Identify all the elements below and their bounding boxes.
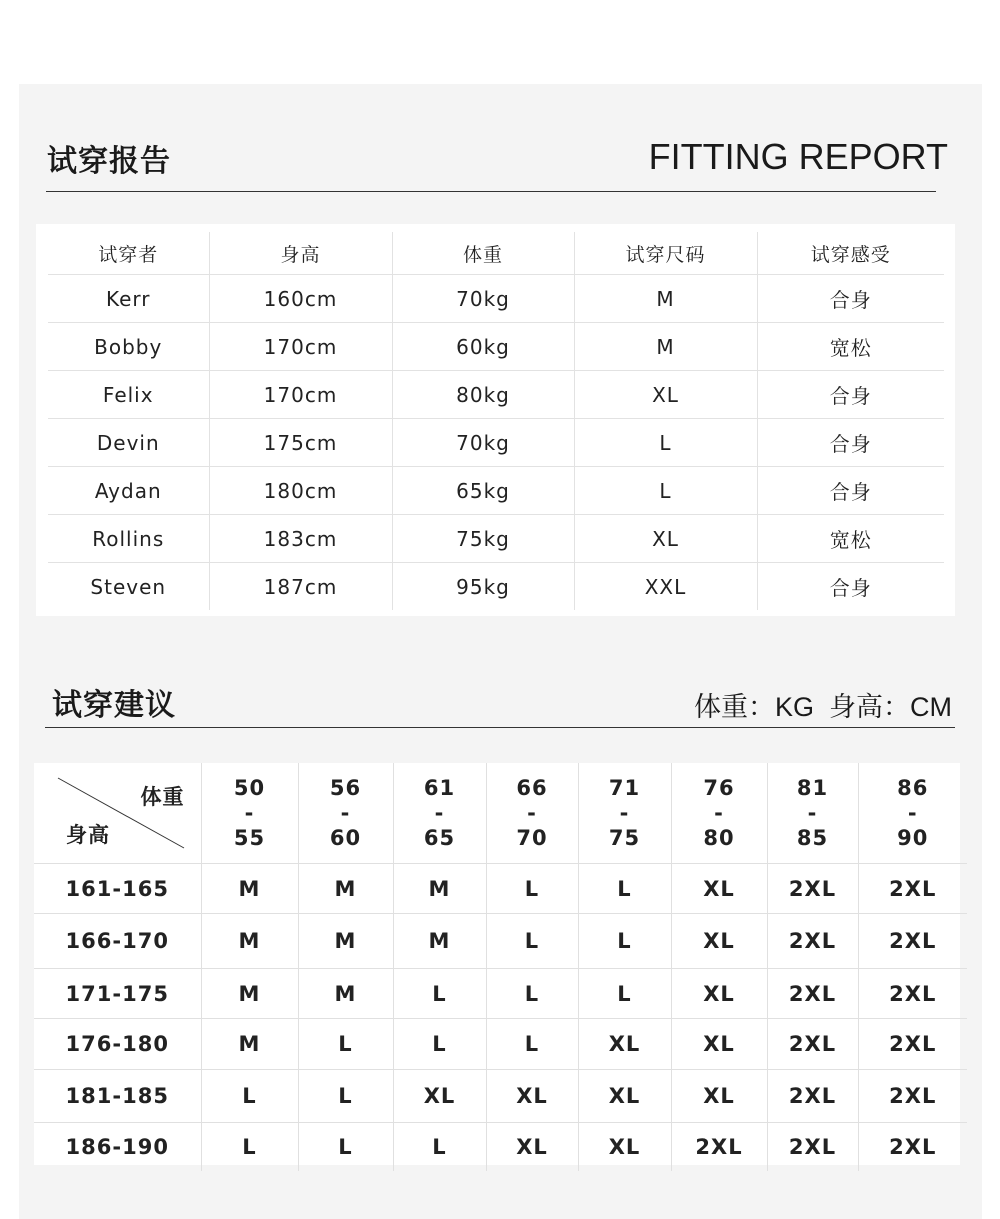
weight-range-part: 56: [329, 775, 362, 800]
report-cell: 170cm: [209, 371, 392, 419]
size-cell: 2XL: [858, 1019, 967, 1070]
weight-range-part: 60: [329, 825, 362, 850]
report-cell: XL: [574, 515, 757, 563]
report-cell: 60kg: [392, 323, 574, 371]
height-range-cell: 181-185: [34, 1070, 201, 1123]
size-cell: 2XL: [767, 1019, 858, 1070]
weight-range-part: 85: [796, 825, 829, 850]
report-row: [48, 323, 944, 371]
report-cell: Felix: [48, 371, 209, 419]
weight-range-part: 80: [703, 825, 735, 850]
report-cell: M: [574, 275, 757, 323]
size-cell: L: [393, 1019, 486, 1070]
report-cell: 75kg: [392, 515, 574, 563]
corner-height-label: 身高: [66, 823, 110, 847]
size-cell: XL: [671, 1070, 767, 1123]
size-cell: L: [298, 1019, 393, 1070]
size-cell: L: [486, 864, 578, 914]
report-cell: 70kg: [392, 419, 574, 467]
size-cell: XL: [671, 864, 767, 914]
size-cell: L: [578, 864, 671, 914]
suggestion-title-cn: 试穿建议: [52, 688, 176, 723]
weight-range-header: [671, 763, 767, 864]
weight-range-part: -: [244, 800, 255, 825]
height-range-cell: 161-165: [34, 864, 201, 914]
report-cell: 180cm: [209, 467, 392, 515]
size-cell: XL: [671, 969, 767, 1019]
size-cell: XL: [671, 1019, 767, 1070]
size-row: [34, 1123, 967, 1172]
size-cell: 2XL: [767, 1070, 858, 1123]
fitting-report-card: [36, 224, 955, 616]
report-row: [48, 515, 944, 563]
height-range-cell: 171-175: [34, 969, 201, 1019]
size-cell: L: [201, 1123, 298, 1172]
size-row: [34, 1019, 967, 1070]
report-cell: 187cm: [209, 563, 392, 611]
report-title-en: FITTING REPORT: [648, 136, 948, 177]
report-cell: Steven: [90, 574, 167, 599]
size-cell: L: [393, 1123, 486, 1172]
corner-cell: [34, 763, 201, 864]
weight-header-row: [34, 763, 967, 864]
size-cell: L: [298, 1123, 393, 1172]
size-cell: L: [201, 1070, 298, 1123]
report-cell: XL: [574, 371, 757, 419]
size-cell: L: [393, 969, 486, 1019]
size-cell: M: [201, 969, 298, 1019]
size-cell: M: [298, 864, 393, 914]
report-header-cell: 体重: [392, 232, 574, 275]
report-header-cell: 试穿感受: [757, 232, 944, 275]
weight-range-part: 76: [703, 775, 735, 800]
report-header-cell: 试穿者: [48, 232, 209, 275]
report-cell: 合身: [757, 371, 944, 419]
height-range-cell: 186-190: [65, 1135, 169, 1159]
report-cell: Devin: [48, 419, 209, 467]
weight-range-header: [393, 763, 486, 864]
report-cell: M: [574, 323, 757, 371]
size-cell: M: [298, 969, 393, 1019]
height-range-cell: 176-180: [34, 1019, 201, 1070]
weight-range-part: -: [340, 800, 351, 825]
weight-range-header: [767, 763, 858, 864]
weight-range-part: 75: [608, 825, 641, 850]
suggestion-title-divider: [45, 727, 955, 728]
weight-range-part: 90: [897, 825, 929, 850]
weight-range-part: 50: [233, 775, 266, 800]
weight-range-part: -: [619, 800, 630, 825]
weight-range-header: [201, 763, 298, 864]
report-cell: 170cm: [209, 323, 392, 371]
weight-range-part: 65: [423, 825, 456, 850]
report-cell: 合身: [757, 275, 944, 323]
size-cell: 2XL: [767, 914, 858, 969]
size-cell: XL: [578, 1019, 671, 1070]
size-suggestion-table: [34, 763, 967, 1171]
size-row: [34, 864, 967, 914]
report-row: [48, 563, 944, 611]
height-range-cell: 166-170: [34, 914, 201, 969]
size-cell: L: [486, 969, 578, 1019]
size-cell: L: [578, 969, 671, 1019]
report-cell: Kerr: [48, 275, 209, 323]
size-cell: 2XL: [858, 1070, 967, 1123]
size-cell: M: [393, 914, 486, 969]
report-cell: 160cm: [209, 275, 392, 323]
size-cell: 2XL: [858, 969, 967, 1019]
weight-range-part: 86: [897, 775, 929, 800]
weight-range-header: [858, 763, 967, 864]
report-title-divider: [46, 191, 936, 192]
report-cell: L: [574, 467, 757, 515]
report-row: [48, 371, 944, 419]
size-cell: 2XL: [858, 1123, 967, 1172]
report-header-cell: 试穿尺码: [574, 232, 757, 275]
report-cell: 80kg: [392, 371, 574, 419]
report-cell: 宽松: [757, 323, 944, 371]
weight-range-part: 66: [516, 775, 548, 800]
weight-range-header: [486, 763, 578, 864]
report-cell: 合身: [757, 467, 944, 515]
weight-range-part: -: [714, 800, 724, 825]
report-cell: 宽松: [757, 515, 944, 563]
weight-range-part: 55: [233, 825, 266, 850]
weight-range-part: 70: [516, 825, 548, 850]
size-cell: 2XL: [767, 1123, 858, 1172]
weight-range-part: 61: [423, 775, 456, 800]
size-cell: M: [201, 864, 298, 914]
report-cell: Rollins: [48, 515, 209, 563]
size-row: [34, 969, 967, 1019]
size-cell: 2XL: [858, 864, 967, 914]
size-cell: 2XL: [671, 1123, 767, 1172]
size-cell: 2XL: [858, 914, 967, 969]
weight-range-part: -: [807, 800, 818, 825]
size-cell: XL: [578, 1070, 671, 1123]
report-cell: XXL: [574, 563, 757, 611]
report-cell: 175cm: [209, 419, 392, 467]
diagonal-divider-icon: [34, 763, 201, 863]
size-cell: XL: [486, 1123, 578, 1172]
report-title-cn: 试穿报告: [47, 144, 171, 179]
size-cell: XL: [486, 1070, 578, 1123]
report-cell: 70kg: [392, 275, 574, 323]
report-cell: 183cm: [209, 515, 392, 563]
size-cell: L: [486, 914, 578, 969]
size-cell: M: [298, 914, 393, 969]
report-row: [48, 467, 944, 515]
weight-range-part: 71: [608, 775, 641, 800]
size-cell: M: [201, 914, 298, 969]
size-cell: L: [486, 1019, 578, 1070]
report-cell: Aydan: [48, 467, 209, 515]
report-cell: 65kg: [392, 467, 574, 515]
size-row: [34, 1070, 967, 1123]
suggestion-units: 体重：KG 身高：CM: [693, 692, 952, 722]
size-row: [34, 914, 967, 969]
size-cell: 2XL: [767, 864, 858, 914]
weight-range-part: 81: [796, 775, 829, 800]
report-cell: 合身: [757, 563, 944, 611]
weight-range-header: [298, 763, 393, 864]
size-cell: XL: [671, 914, 767, 969]
size-cell: M: [201, 1019, 298, 1070]
size-cell: XL: [393, 1070, 486, 1123]
weight-range-part: -: [527, 800, 537, 825]
weight-range-header: [578, 763, 671, 864]
size-cell: 2XL: [767, 969, 858, 1019]
weight-range-part: -: [907, 800, 918, 825]
report-cell: 95kg: [392, 563, 574, 611]
size-cell: M: [393, 864, 486, 914]
size-cell: L: [578, 914, 671, 969]
fitting-report-table: [48, 232, 944, 610]
report-header-row: [48, 232, 944, 275]
size-cell: XL: [578, 1123, 671, 1172]
corner-weight-label: 体重: [140, 785, 185, 809]
report-cell: 合身: [757, 419, 944, 467]
size-cell: L: [298, 1070, 393, 1123]
report-header-cell: 身高: [209, 232, 392, 275]
report-row: [48, 419, 944, 467]
weight-range-part: -: [434, 800, 445, 825]
report-cell: Bobby: [48, 323, 209, 371]
report-cell: L: [574, 419, 757, 467]
report-row: [48, 275, 944, 323]
size-suggestion-card: [34, 763, 960, 1165]
